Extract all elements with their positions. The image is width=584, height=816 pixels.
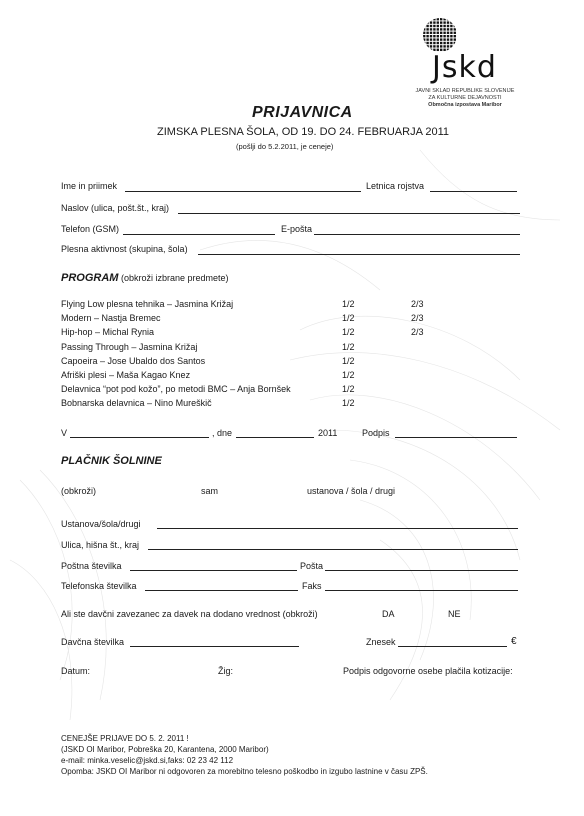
program-item-option-2[interactable]: 2/3 <box>411 299 424 309</box>
tax-number-field[interactable] <box>130 646 299 647</box>
logo-wordmark: Jskd <box>432 50 497 85</box>
program-item-option-2[interactable]: 2/3 <box>411 313 424 324</box>
email-label: E-pošta <box>281 224 313 234</box>
activity-field[interactable] <box>198 254 520 255</box>
program-item-option-1[interactable]: 1/2 <box>342 327 355 338</box>
vat-no-option[interactable]: NE <box>448 609 461 619</box>
logo-line-1: JAVNI SKLAD REPUBLIKE SLOVENIJE <box>415 88 515 94</box>
program-item-name: Afriški plesi – Maša Kagao Knez <box>61 370 191 380</box>
post-number-label: Poštna številka <box>61 561 122 571</box>
footer-line-2: (JSKD OI Maribor, Pobreška 20, Karantena, 2000 Maribor) <box>61 745 269 754</box>
amount-field[interactable] <box>398 646 507 647</box>
birth-year-field[interactable] <box>430 191 517 192</box>
logo-subtitle <box>409 88 521 109</box>
footer <box>61 733 428 777</box>
post-field[interactable] <box>325 570 518 571</box>
program-item-name: Flying Low plesna tehnika – Jasmina Križaj <box>61 299 234 309</box>
date-field[interactable] <box>236 437 314 438</box>
program-item-option-2[interactable]: 2/3 <box>411 327 424 338</box>
amount-label: Znesek <box>366 637 396 647</box>
program-item-option-1[interactable]: 1/2 <box>342 384 355 395</box>
date-label: , dne <box>212 428 233 438</box>
payer-title: PLAČNIK ŠOLNINE <box>61 455 162 467</box>
deadline-note: (pošlji do 5.2.2011, je ceneje) <box>236 142 334 151</box>
name-label: Ime in priimek <box>61 181 118 191</box>
program-title: PROGRAM <box>61 272 119 284</box>
program-item-option-1[interactable]: 1/2 <box>342 299 355 309</box>
payer-option-self[interactable]: sam <box>201 486 219 496</box>
program-hint: (obkroži izbrane predmete) <box>120 273 229 283</box>
post-label: Pošta <box>300 561 324 571</box>
logo-line-3: Območna izpostava Maribor <box>428 102 502 108</box>
jskd-logo-icon <box>423 18 457 52</box>
institution-label: Ustanova/šola/drugi <box>61 519 141 529</box>
phone-number-label: Telefonska številka <box>61 581 137 591</box>
program-item-option-1[interactable]: 1/2 <box>342 370 355 380</box>
institution-field[interactable] <box>157 528 518 529</box>
page-subtitle: ZIMSKA PLESNA ŠOLA, OD 19. DO 24. FEBRUARJA 2011 <box>157 126 450 138</box>
program-item-name: Hip-hop – Michal Rynia <box>61 327 155 338</box>
program-item-name: Passing Through – Jasmina Križaj <box>61 341 198 352</box>
footer-line-4: Opomba: JSKD OI Maribor ni odgovoren za morebitno telesno poškodbo in izgubo lastnine v času ZPŠ. <box>61 767 428 776</box>
logo-line-2: ZA KULTURNE DEJAVNOSTI <box>428 95 502 101</box>
footer-line-3: e-mail: minka.veselic@jskd.si,faks: 02 23 42 112 <box>61 756 234 765</box>
name-field[interactable] <box>125 191 361 192</box>
address-field[interactable] <box>178 213 520 214</box>
payer-option-institution[interactable]: ustanova / šola / drugi <box>307 486 396 496</box>
payer-choose-hint: (obkroži) <box>61 486 97 496</box>
program-item-option-1[interactable]: 1/2 <box>342 313 355 324</box>
signature-field[interactable] <box>395 437 517 438</box>
phone-field[interactable] <box>123 234 275 235</box>
place-label: V <box>61 428 68 438</box>
program-item-option-1[interactable]: 1/2 <box>342 398 355 409</box>
birth-year-label: Letnica rojstva <box>366 181 425 191</box>
program-item-name: Modern – Nastja Bremec <box>61 313 161 324</box>
vat-yes-option[interactable]: DA <box>382 609 395 619</box>
fax-field[interactable] <box>325 590 518 591</box>
year-text: 2011 <box>318 428 338 438</box>
street-field[interactable] <box>148 549 518 550</box>
place-field[interactable] <box>70 437 209 438</box>
signature-label: Podpis <box>362 428 390 438</box>
date-field-label: Datum: <box>61 666 91 676</box>
program-item-name: Capoeira – Jose Ubaldo dos Santos <box>61 355 206 366</box>
page-title: PRIJAVNICA <box>252 104 353 121</box>
program-item-name: Bobnarska delavnica – Nino Mureškič <box>61 398 212 409</box>
payer-signature-label: Podpis odgovorne osebe plačila kotizacije: <box>343 666 513 676</box>
footer-line-1: CENEJŠE PRIJAVE DO 5. 2. 2011 ! <box>61 734 189 743</box>
email-field[interactable] <box>314 234 520 235</box>
phone-label: Telefon (GSM) <box>61 224 120 234</box>
address-label: Naslov (ulica, pošt.št., kraj) <box>61 203 170 213</box>
stamp-label: Žig: <box>218 666 234 676</box>
tax-number-label: Davčna številka <box>61 637 125 647</box>
fax-label: Faks <box>302 581 322 591</box>
phone-number-field[interactable] <box>145 590 298 591</box>
currency-symbol: € <box>511 636 517 647</box>
vat-question: Ali ste davčni zavezanec za davek na dodano vrednost (obkroži) <box>61 609 318 619</box>
street-label: Ulica, hišna št., kraj <box>61 540 140 550</box>
program-item-option-1[interactable]: 1/2 <box>342 355 355 366</box>
activity-label: Plesna aktivnost (skupina, šola) <box>61 244 188 254</box>
post-number-field[interactable] <box>130 570 297 571</box>
program-item-option-1[interactable]: 1/2 <box>342 341 355 352</box>
program-item-name: Delavnica “pot pod kožo”, po metodi BMC – Anja Bornšek <box>61 384 291 395</box>
program-heading <box>61 272 229 284</box>
